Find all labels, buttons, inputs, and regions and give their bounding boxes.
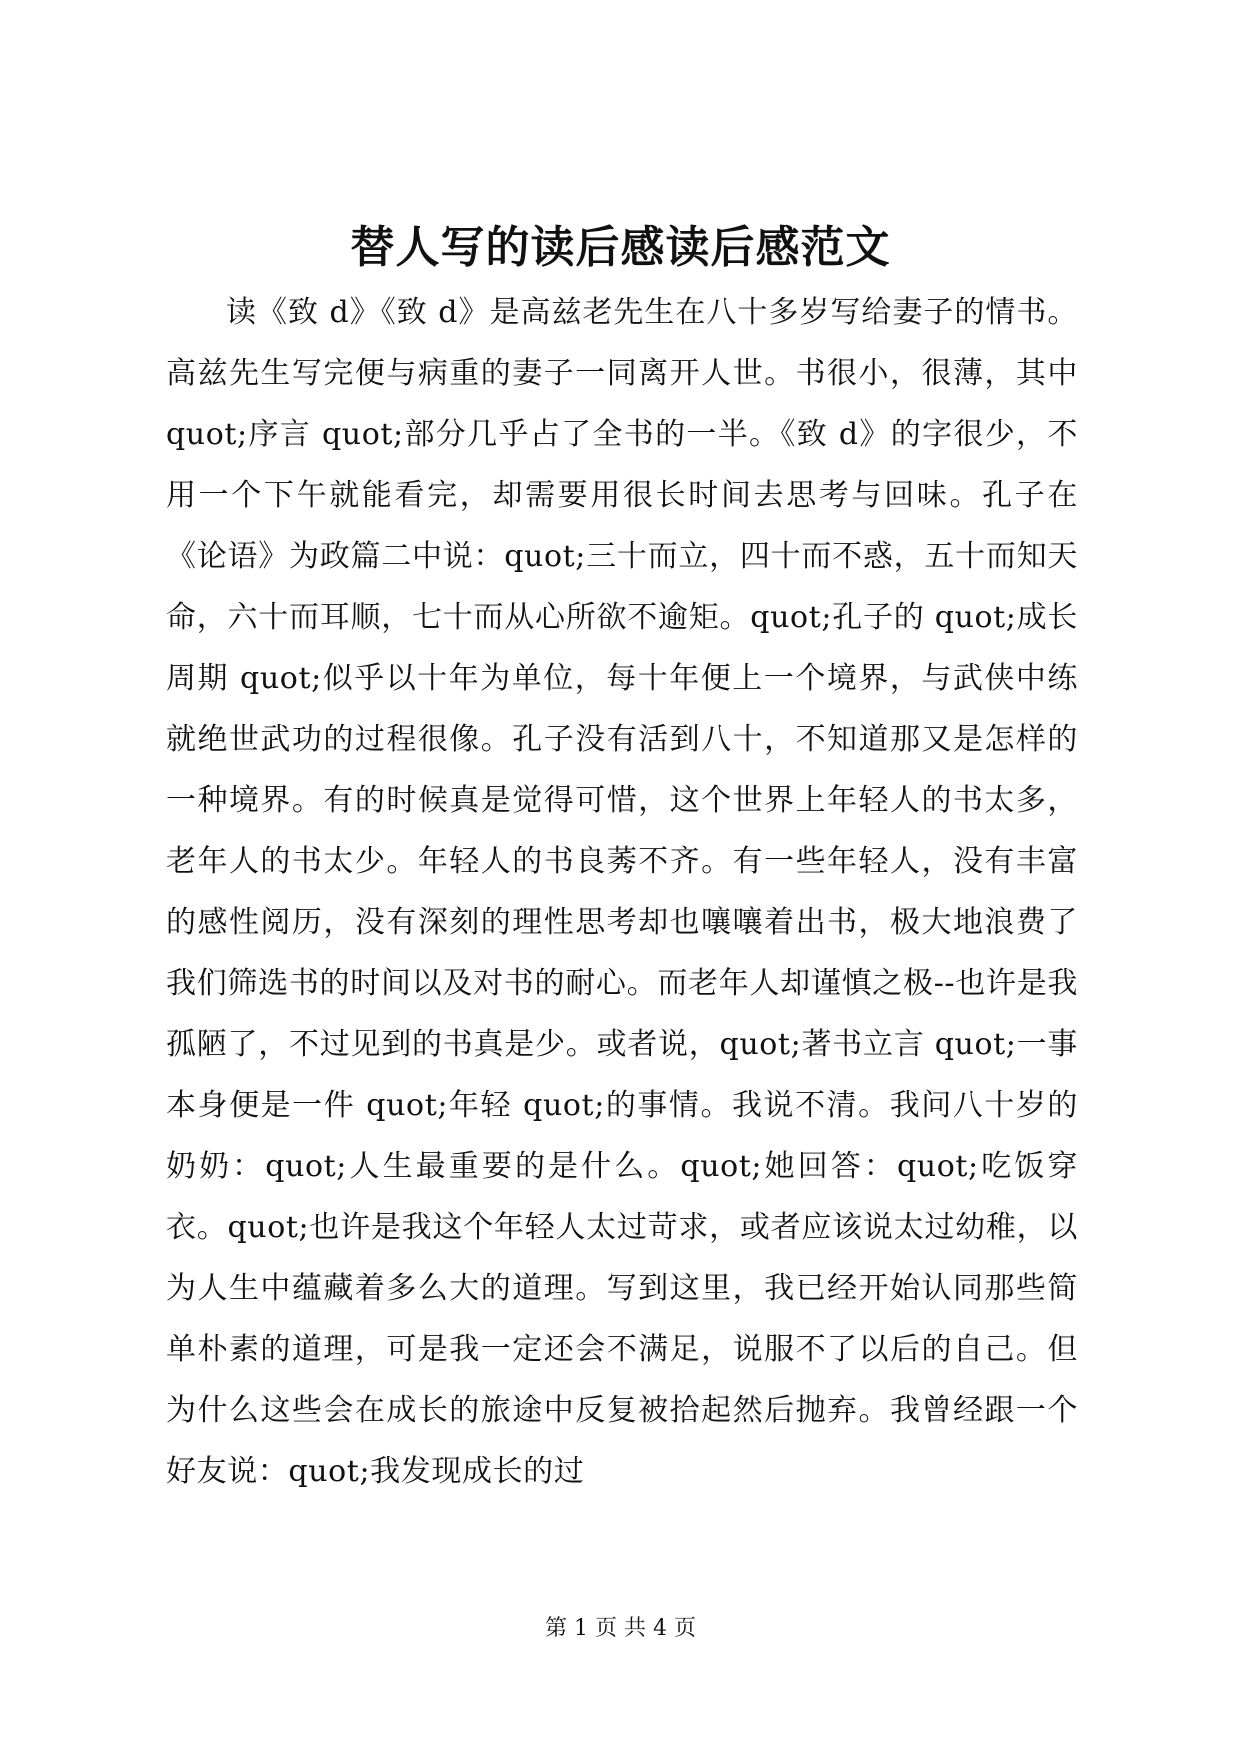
page-footer: 第 1 页 共 4 页 xyxy=(545,1616,696,1641)
body-paragraph: 读《致 d》《致 d》是高兹老先生在八十多岁写给妻子的情书。高兹先生写完便与病重的妻子一同离开人世。书很小，很薄，其中 quot;序言 quot;部分几乎占了全书的一半。《致 d》的字很少，不用一个下午就能看完，却需要用很长时间去思考与回味。孔子在《论语》为政篇二中说：quot;三十而立，四十而不惑，五十而知天命，六十而耳顺，七十而从心所欲不逾矩。quot;孔子的 quot;成长周期 quot;似乎以十年为单位，每十年便上一个境界，与武侠中练就绝世武功的过程很像。孔子没有活到八十，不知道那又是怎样的一种境界。有的时候真是觉得可惜，这个世界上年轻人的书太多，老年人的书太少。年轻人的书良莠不齐。有一些年轻人，没有丰富的感性阅历，没有深刻的理性思考却也嚷嚷着出书，极大地浪费了我们筛选书的时间以及对书的耐心。而老年人却谨慎之极--也许是我孤陋了，不过见到的书真是少。或者说，quot;著书立言 quot;一事本身便是一件 quot;年轻 quot;的事情。我说不清。我问八十岁的奶奶：quot;人生最重要的是什么。quot;她回答：quot;吃饭穿衣。quot;也许是我这个年轻人太过苛求，或者应该说太过幼稚，以为人生中蕴藏着多么大的道理。写到这里，我已经开始认同那些简单朴素的道理，可是我一定还会不满足，说服不了以后的自己。但为什么这些会在成长的旅途中反复被拾起然后抛弃。我曾经跟一个好友说：quot;我发现成长的过 xyxy=(166,295,1078,1489)
document-title: 替人写的读后感读后感范文 xyxy=(350,222,891,273)
